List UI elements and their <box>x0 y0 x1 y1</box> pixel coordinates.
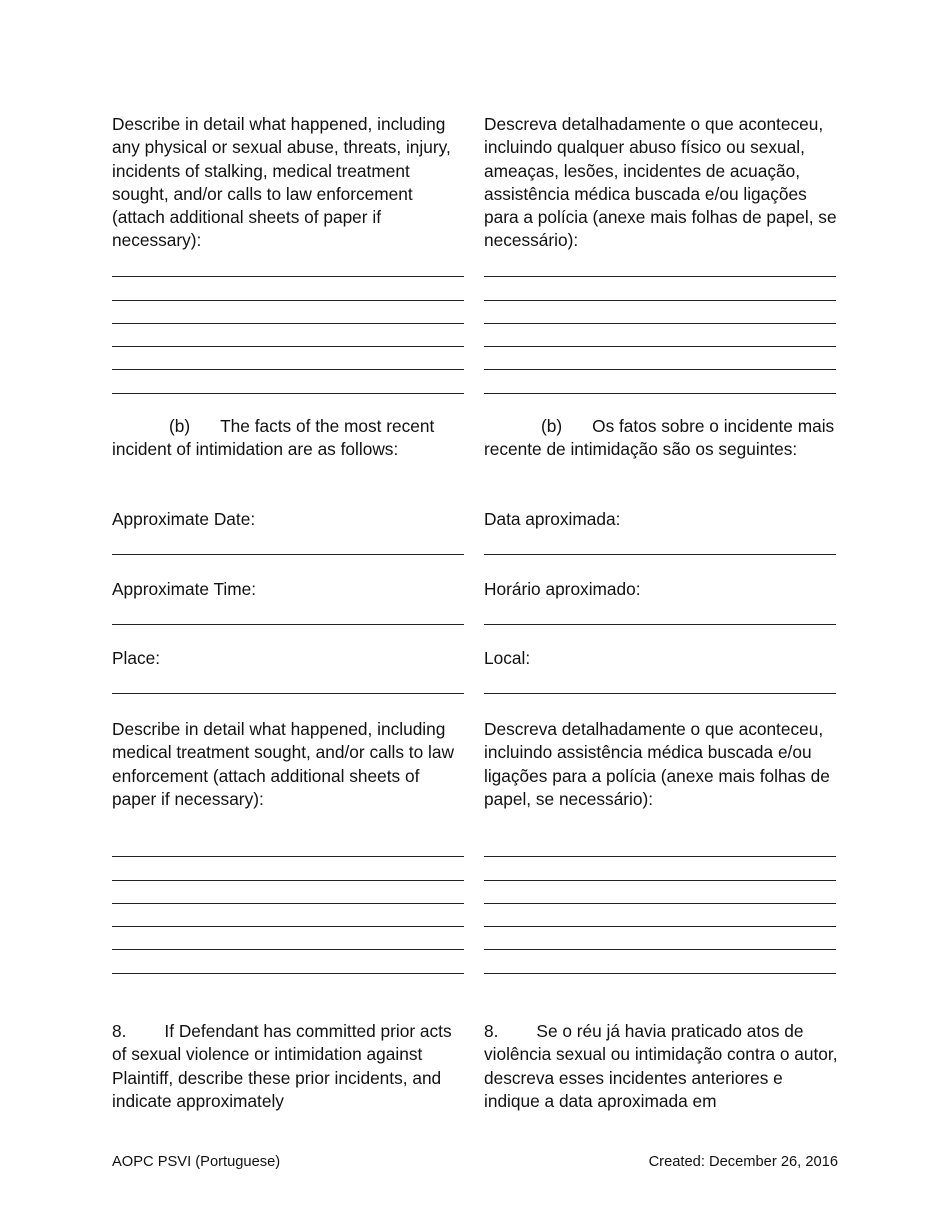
section-b-label: (b) <box>169 416 191 436</box>
answer-line[interactable] <box>484 927 836 950</box>
date-field <box>484 508 840 555</box>
answer-line[interactable] <box>112 324 464 347</box>
section-b-label: (b) <box>541 416 563 436</box>
section-b-heading <box>112 415 468 462</box>
item-8-text: Se o réu já havia praticado atos de violência sexual ou intimidação contra o autor, descreva esses incidentes anteriores e indique a data aproximada em <box>484 1021 838 1111</box>
place-label: Local: <box>484 648 531 668</box>
answer-line[interactable] <box>112 254 464 277</box>
detail-question-1 <box>112 113 468 253</box>
time-line[interactable] <box>112 601 464 624</box>
detail-question-2-text: Describe in detail what happened, including medical treatment sought, and/or calls to law enforcement (attach additional sheets of paper if necessary): <box>112 719 454 809</box>
answer-line[interactable] <box>112 834 464 857</box>
answer-line[interactable] <box>484 370 836 393</box>
answer-line[interactable] <box>112 857 464 880</box>
date-label: Approximate Date: <box>112 509 256 529</box>
answer-lines-1[interactable] <box>112 254 468 394</box>
answer-line[interactable] <box>112 277 464 300</box>
item-8 <box>484 1020 840 1113</box>
date-field <box>112 508 468 555</box>
footer-form-id: AOPC PSVI (Portuguese) <box>112 1154 281 1170</box>
answer-line[interactable] <box>112 301 464 324</box>
detail-question-1-text: Descreva detalhadamente o que aconteceu, incluindo qualquer abuso físico ou sexual, ameaças, lesões, incidentes de acuação, assistência médica buscada e/ou ligações para a polícia (anexe mais folhas de papel, se necessário): <box>484 114 837 251</box>
place-field <box>112 647 468 694</box>
time-line[interactable] <box>484 601 836 624</box>
answer-line[interactable] <box>484 950 836 973</box>
answer-line[interactable] <box>484 834 836 857</box>
answer-line[interactable] <box>484 881 836 904</box>
time-label: Approximate Time: <box>112 579 257 599</box>
time-field <box>484 578 840 625</box>
answer-line[interactable] <box>112 950 464 973</box>
time-field <box>112 578 468 625</box>
place-line[interactable] <box>112 670 464 693</box>
answer-line[interactable] <box>484 324 836 347</box>
item-8-number: 8. <box>484 1021 499 1041</box>
detail-question-2 <box>112 718 468 811</box>
answer-line[interactable] <box>112 927 464 950</box>
item-8 <box>112 1020 468 1113</box>
section-b-text: Os fatos sobre o incidente mais recente de intimidação são os seguintes: <box>484 416 835 460</box>
answer-lines-2[interactable] <box>484 834 840 974</box>
date-label: Data aproximada: <box>484 509 621 529</box>
detail-question-2-text: Descreva detalhadamente o que aconteceu, incluindo assistência médica buscada e/ou ligações para a polícia (anexe mais folhas de papel, se necessário): <box>484 719 830 809</box>
item-8-number: 8. <box>112 1021 127 1041</box>
answer-line[interactable] <box>484 254 836 277</box>
detail-question-2 <box>484 718 840 811</box>
answer-line[interactable] <box>484 277 836 300</box>
time-label: Horário aproximado: <box>484 579 641 599</box>
answer-lines-1[interactable] <box>484 254 840 394</box>
section-b-heading <box>484 415 840 462</box>
answer-line[interactable] <box>112 881 464 904</box>
answer-line[interactable] <box>484 857 836 880</box>
answer-line[interactable] <box>484 347 836 370</box>
answer-lines-2[interactable] <box>112 834 468 974</box>
section-b-text: The facts of the most recent incident of intimidation are as follows: <box>112 416 435 460</box>
place-field <box>484 647 840 694</box>
answer-line[interactable] <box>112 347 464 370</box>
detail-question-1 <box>484 113 840 253</box>
place-line[interactable] <box>484 670 836 693</box>
answer-line[interactable] <box>484 904 836 927</box>
detail-question-1-text: Describe in detail what happened, including any physical or sexual abuse, threats, injury, incidents of stalking, medical treatment sought, and/or calls to law enforcement (attach additional sheets of paper if necessary): <box>112 114 451 251</box>
place-label: Place: <box>112 648 161 668</box>
answer-line[interactable] <box>112 904 464 927</box>
date-line[interactable] <box>484 531 836 554</box>
footer-created-date: Created: December 26, 2016 <box>648 1154 838 1170</box>
answer-line[interactable] <box>112 370 464 393</box>
item-8-text: If Defendant has committed prior acts of sexual violence or intimidation against Plaintiff, describe these prior incidents, and indicate approximately <box>112 1021 452 1111</box>
answer-line[interactable] <box>484 301 836 324</box>
date-line[interactable] <box>112 531 464 554</box>
